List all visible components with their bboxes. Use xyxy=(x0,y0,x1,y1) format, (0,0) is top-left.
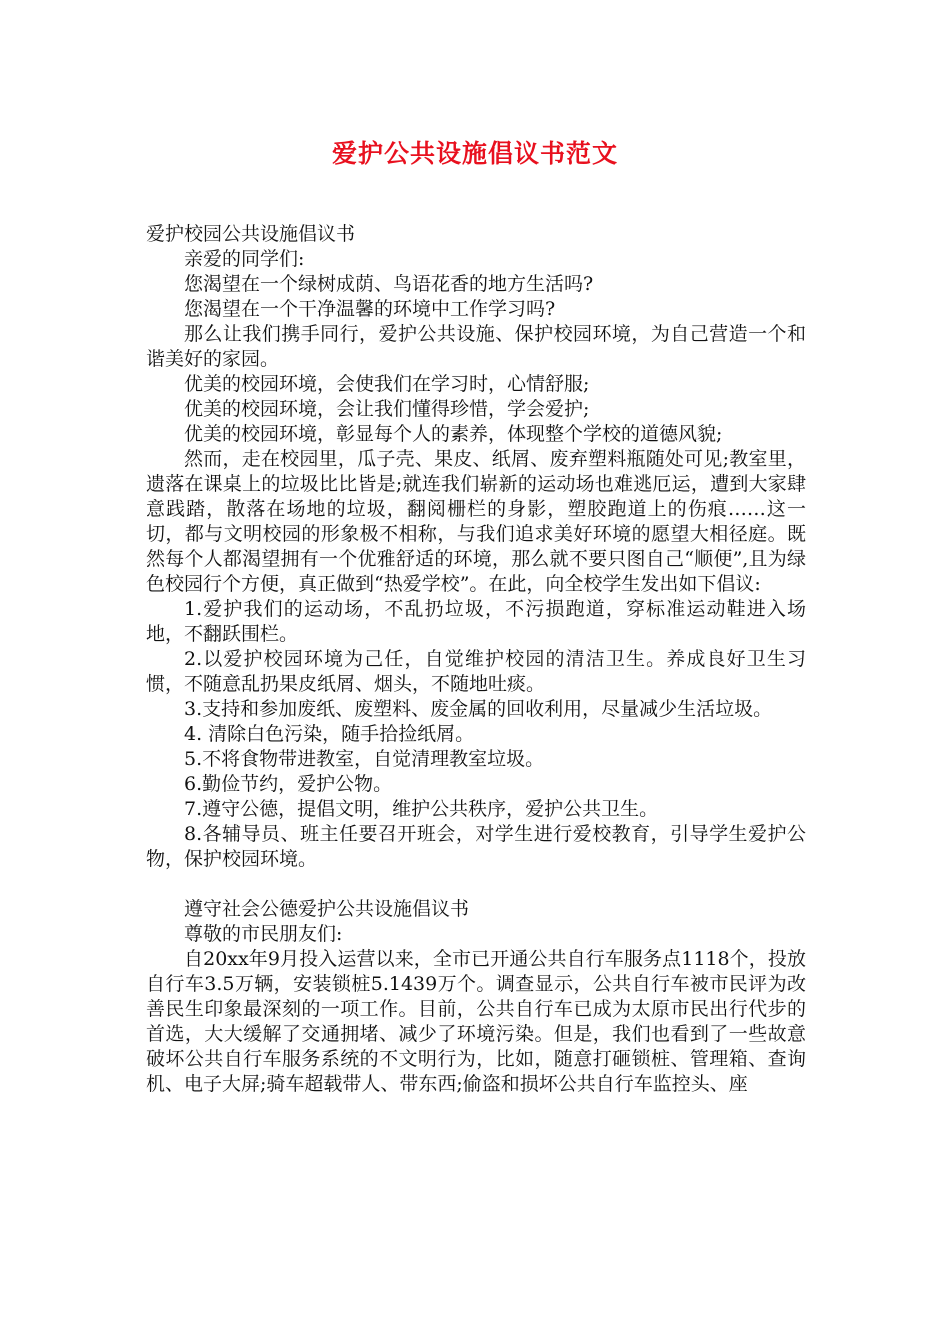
paragraph: 优美的校园环境，会使我们在学习时，心情舒服; xyxy=(184,373,590,395)
paragraph: 优美的校园环境，彰显每个人的素养，体现整个学校的道德风貌; xyxy=(184,423,723,445)
list-item: 6.勤俭节约，爱护公物。 xyxy=(184,773,393,795)
paragraph: 您渴望在一个干净温馨的环境中工作学习吗? xyxy=(184,298,556,320)
paragraph: 优美的校园环境，会让我们懂得珍惜，学会爱护; xyxy=(184,398,590,420)
document-body xyxy=(146,222,806,1097)
list-item: 3.支持和参加废纸、废塑料、废金属的回收利用，尽量减少生活垃圾。 xyxy=(184,698,773,720)
paragraph: 那么让我们携手同行，爱护公共设施、保护校园环境，为自己营造一个和谐美好的家园。 xyxy=(146,323,806,370)
paragraph: 您渴望在一个绿树成荫、鸟语花香的地方生活吗? xyxy=(184,273,594,295)
list-item: 5.不将食物带进教室，自觉清理教室垃圾。 xyxy=(184,748,545,770)
list-item: 1.爱护我们的运动场，不乱扔垃圾，不污损跑道，穿标准运动鞋进入场地，不翻跃围栏。 xyxy=(146,598,806,645)
paragraph: 尊敬的市民朋友们: xyxy=(184,923,343,945)
paragraph: 亲爱的同学们: xyxy=(184,248,305,270)
list-item: 7.遵守公德，提倡文明，维护公共秩序，爱护公共卫生。 xyxy=(184,798,659,820)
list-item: 4. 清除白色污染，随手拾捡纸屑。 xyxy=(184,723,475,745)
list-item: 8.各辅导员、班主任要召开班会，对学生进行爱校教育，引导学生爱护公物，保护校园环境。 xyxy=(146,823,806,870)
list-item: 2.以爱护校园环境为己任，自觉维护校园的清洁卫生。养成良好卫生习惯，不随意乱扔果皮纸屑、烟头，不随地吐痰。 xyxy=(146,648,806,695)
paragraph: 自20xx年9月投入运营以来，全市已开通公共自行车服务点1118个，投放自行车3.5万辆，安装锁桩5.1439万个。调查显示，公共自行车被市民评为改善民生印象最深刻的一项工作。目前，公共自行车已成为太原市民出行代步的首选，大大缓解了交通拥堵、减少了环境污染。但是，我们也看到了一些故意破坏公共自行车服务系统的不文明行为，比如，随意打砸锁桩、管理箱、查询机、电子大屏;骑车超载带人、带东西;偷盗和损坏公共自行车监控头、座 xyxy=(146,948,806,1095)
section-gap xyxy=(146,872,806,897)
paragraph: 然而，走在校园里，瓜子壳、果皮、纸屑、废弃塑料瓶随处可见;教室里，遗落在课桌上的垃圾比比皆是;就连我们崭新的运动场也难逃厄运，遭到大家肆意践踏，散落在场地的垃圾，翻阅栅栏的身影，塑胶跑道上的伤痕……这一切，都与文明校园的形象极不相称，与我们追求美好环境的愿望大相径庭。既然每个人都渴望拥有一个优雅舒适的环境，那么就不要只图自己“顺便”,且为绿色校园行个方便，真正做到“热爱学校”。在此，向全校学生发出如下倡议: xyxy=(146,448,806,595)
section-heading: 遵守社会公德爱护公共设施倡议书 xyxy=(184,898,470,920)
document-title: 爱护公共设施倡议书范文 xyxy=(331,139,618,168)
section-heading: 爱护校园公共设施倡议书 xyxy=(146,223,356,245)
